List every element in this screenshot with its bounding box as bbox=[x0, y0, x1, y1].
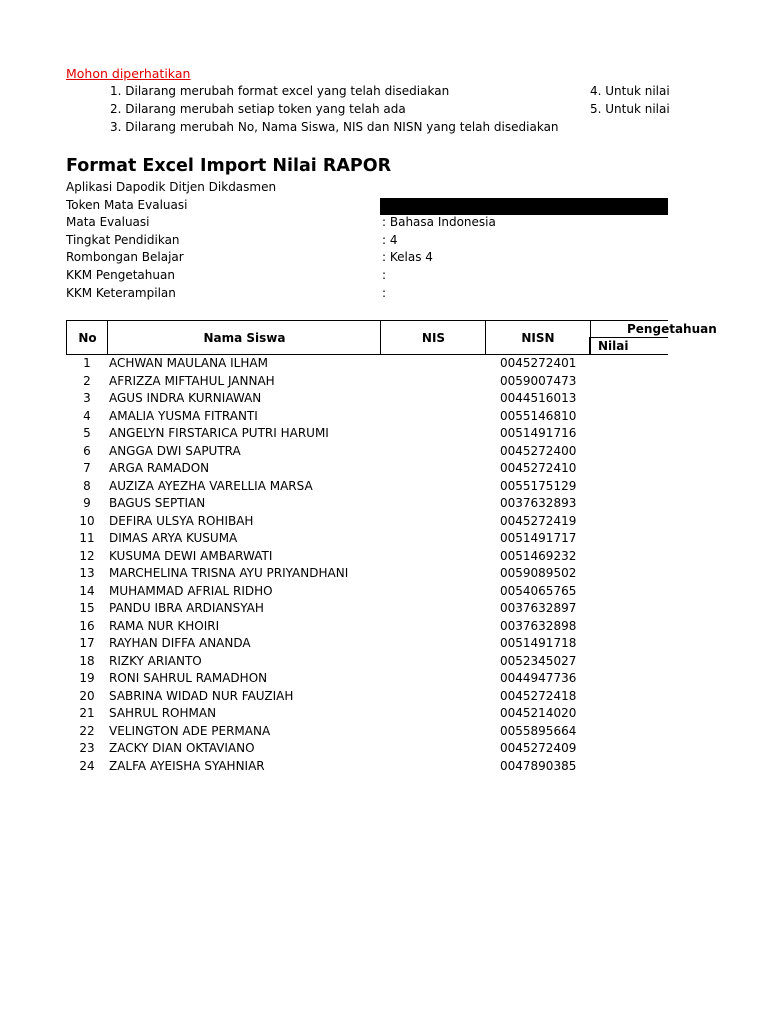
cell-nisn: 0051491718 bbox=[500, 636, 577, 650]
cell-no: 7 bbox=[83, 461, 91, 475]
cell-name: AFRIZZA MIFTAHUL JANNAH bbox=[109, 373, 275, 388]
cell-name: AUZIZA AYEZHA VARELLIA MARSA bbox=[109, 478, 313, 493]
cell-name: AMALIA YUSMA FITRANTI bbox=[109, 408, 258, 423]
kkm-knowledge-value: : bbox=[382, 268, 387, 282]
header-score: Nilai bbox=[589, 337, 668, 355]
cell-nisn: 0037632898 bbox=[500, 618, 577, 633]
cell-no: 3 bbox=[83, 391, 91, 405]
cell-nisn: 0052345027 bbox=[500, 653, 577, 668]
grade-label: Tingkat Pendidikan bbox=[66, 233, 180, 247]
cell-no: 13 bbox=[79, 566, 95, 580]
rule-item-right: 4. Untuk nilai bbox=[590, 84, 670, 98]
cell-no: 17 bbox=[79, 636, 95, 650]
table-row bbox=[66, 706, 668, 723]
table-row bbox=[66, 356, 668, 373]
subject-label: Mata Evaluasi bbox=[66, 215, 150, 229]
cell-name: SAHRUL ROHMAN bbox=[109, 706, 217, 720]
cell-no: 10 bbox=[79, 513, 95, 528]
cell-nisn: 0037632893 bbox=[500, 496, 577, 510]
cell-name: AGUS INDRA KURNIAWAN bbox=[109, 391, 262, 405]
cell-nisn: 0045272400 bbox=[500, 443, 577, 458]
cell-no: 9 bbox=[83, 496, 91, 510]
cell-nisn: 0044947736 bbox=[500, 671, 577, 685]
cell-no: 20 bbox=[79, 688, 95, 703]
table-row bbox=[66, 461, 668, 478]
cell-no: 23 bbox=[79, 741, 95, 755]
cell-name: ZALFA AYEISHA SYAHNIAR bbox=[109, 758, 265, 773]
table-row bbox=[66, 759, 668, 776]
cell-name: DIMAS ARYA KUSUMA bbox=[109, 531, 238, 545]
kkm-knowledge-label: KKM Pengetahuan bbox=[66, 268, 175, 282]
cell-nisn: 0055146810 bbox=[500, 408, 577, 423]
rule-item: 2. Dilarang merubah setiap token yang telah ada bbox=[110, 102, 406, 116]
cell-nisn: 0037632897 bbox=[500, 601, 577, 615]
table-row bbox=[66, 514, 668, 531]
cell-no: 15 bbox=[79, 601, 95, 615]
table-row bbox=[66, 531, 668, 548]
cell-name: VELINGTON ADE PERMANA bbox=[109, 723, 271, 738]
cell-no: 19 bbox=[79, 671, 95, 685]
table-row bbox=[66, 671, 668, 688]
cell-nisn: 0045272401 bbox=[500, 356, 577, 370]
cell-name: KUSUMA DEWI AMBARWATI bbox=[109, 548, 273, 563]
cell-name: ZACKY DIAN OKTAVIANO bbox=[109, 741, 255, 755]
cell-nisn: 0054065765 bbox=[500, 583, 577, 598]
rule-item: 3. Dilarang merubah No, Nama Siswa, NIS dan NISN yang telah disediakan bbox=[110, 120, 559, 134]
table-row bbox=[66, 689, 668, 706]
cell-name: RIZKY ARIANTO bbox=[109, 653, 202, 668]
table-row bbox=[66, 479, 668, 496]
cell-no: 16 bbox=[79, 618, 95, 633]
cell-nisn: 0051469232 bbox=[500, 548, 577, 563]
table-row bbox=[66, 566, 668, 583]
cell-nisn: 0045272410 bbox=[500, 461, 577, 475]
cell-nisn: 0059007473 bbox=[500, 373, 577, 388]
document-title: Format Excel Import Nilai RAPOR bbox=[66, 156, 392, 176]
cell-name: MUHAMMAD AFRIAL RIDHO bbox=[109, 583, 273, 598]
header-nisn: NISN bbox=[485, 320, 591, 355]
table-row bbox=[66, 496, 668, 513]
cell-nisn: 0055175129 bbox=[500, 478, 577, 493]
cell-no: 12 bbox=[79, 548, 95, 563]
rule-item-right: 5. Untuk nilai bbox=[590, 102, 670, 116]
table-row bbox=[66, 426, 668, 443]
table-row bbox=[66, 619, 668, 636]
cell-no: 5 bbox=[83, 426, 91, 440]
table-row bbox=[66, 636, 668, 653]
cell-nisn: 0045272409 bbox=[500, 741, 577, 755]
cell-name: ANGGA DWI SAPUTRA bbox=[109, 443, 241, 458]
cell-name: RONI SAHRUL RAMADHON bbox=[109, 671, 268, 685]
cell-nisn: 0047890385 bbox=[500, 758, 577, 773]
table-row bbox=[66, 724, 668, 741]
cell-no: 1 bbox=[83, 356, 91, 370]
table-row bbox=[66, 409, 668, 426]
cell-name: SABRINA WIDAD NUR FAUZIAH bbox=[109, 688, 294, 703]
header-group-knowledge: Pengetahuan bbox=[589, 320, 668, 337]
cell-name: RAMA NUR KHOIRI bbox=[109, 618, 220, 633]
header-no: No bbox=[66, 320, 109, 355]
table-row bbox=[66, 741, 668, 758]
cell-no: 18 bbox=[79, 653, 95, 668]
cell-name: DEFIRA ULSYA ROHIBAH bbox=[109, 513, 254, 528]
cell-name: ARGA RAMADON bbox=[109, 461, 210, 475]
cell-name: BAGUS SEPTIAN bbox=[109, 496, 206, 510]
kkm-skill-label: KKM Keterampilan bbox=[66, 286, 176, 300]
class-label: Rombongan Belajar bbox=[66, 250, 184, 264]
notice-title: Mohon diperhatikan bbox=[66, 66, 191, 81]
cell-nisn: 0045272418 bbox=[500, 688, 577, 703]
header-nis: NIS bbox=[380, 320, 487, 355]
cell-no: 21 bbox=[79, 706, 95, 720]
grade-value: : 4 bbox=[382, 233, 398, 247]
table-row bbox=[66, 374, 668, 391]
cell-name: MARCHELINA TRISNA AYU PRIYANDHANI bbox=[109, 566, 349, 580]
cell-no: 22 bbox=[79, 723, 95, 738]
cell-name: ACHWAN MAULANA ILHAM bbox=[109, 356, 268, 370]
rule-item: 1. Dilarang merubah format excel yang telah disediakan bbox=[110, 84, 450, 98]
table-row bbox=[66, 601, 668, 618]
table-row bbox=[66, 391, 668, 408]
token-redacted-field bbox=[380, 198, 668, 215]
subject-value: : Bahasa Indonesia bbox=[382, 215, 496, 229]
cell-no: 2 bbox=[83, 373, 91, 388]
header-name: Nama Siswa bbox=[107, 320, 382, 355]
cell-no: 6 bbox=[83, 443, 91, 458]
cell-nisn: 0051491717 bbox=[500, 531, 577, 545]
document-subtitle: Aplikasi Dapodik Ditjen Dikdasmen bbox=[66, 180, 277, 194]
table-row bbox=[66, 444, 668, 461]
cell-name: PANDU IBRA ARDIANSYAH bbox=[109, 601, 264, 615]
cell-no: 11 bbox=[79, 531, 95, 545]
cell-nisn: 0045214020 bbox=[500, 706, 577, 720]
table-row bbox=[66, 584, 668, 601]
cell-name: RAYHAN DIFFA ANANDA bbox=[109, 636, 251, 650]
cell-name: ANGELYN FIRSTARICA PUTRI HARUMI bbox=[109, 426, 329, 440]
cell-no: 24 bbox=[79, 758, 95, 773]
cell-nisn: 0045272419 bbox=[500, 513, 577, 528]
cell-no: 4 bbox=[83, 408, 91, 423]
cell-no: 14 bbox=[79, 583, 95, 598]
cell-nisn: 0044516013 bbox=[500, 391, 577, 405]
class-value: : Kelas 4 bbox=[382, 250, 433, 264]
cell-nisn: 0051491716 bbox=[500, 426, 577, 440]
cell-nisn: 0055895664 bbox=[500, 723, 577, 738]
cell-no: 8 bbox=[83, 478, 91, 493]
cell-nisn: 0059089502 bbox=[500, 566, 577, 580]
table-row bbox=[66, 654, 668, 671]
kkm-skill-value: : bbox=[382, 286, 387, 300]
table-row bbox=[66, 549, 668, 566]
token-label: Token Mata Evaluasi bbox=[66, 198, 188, 212]
